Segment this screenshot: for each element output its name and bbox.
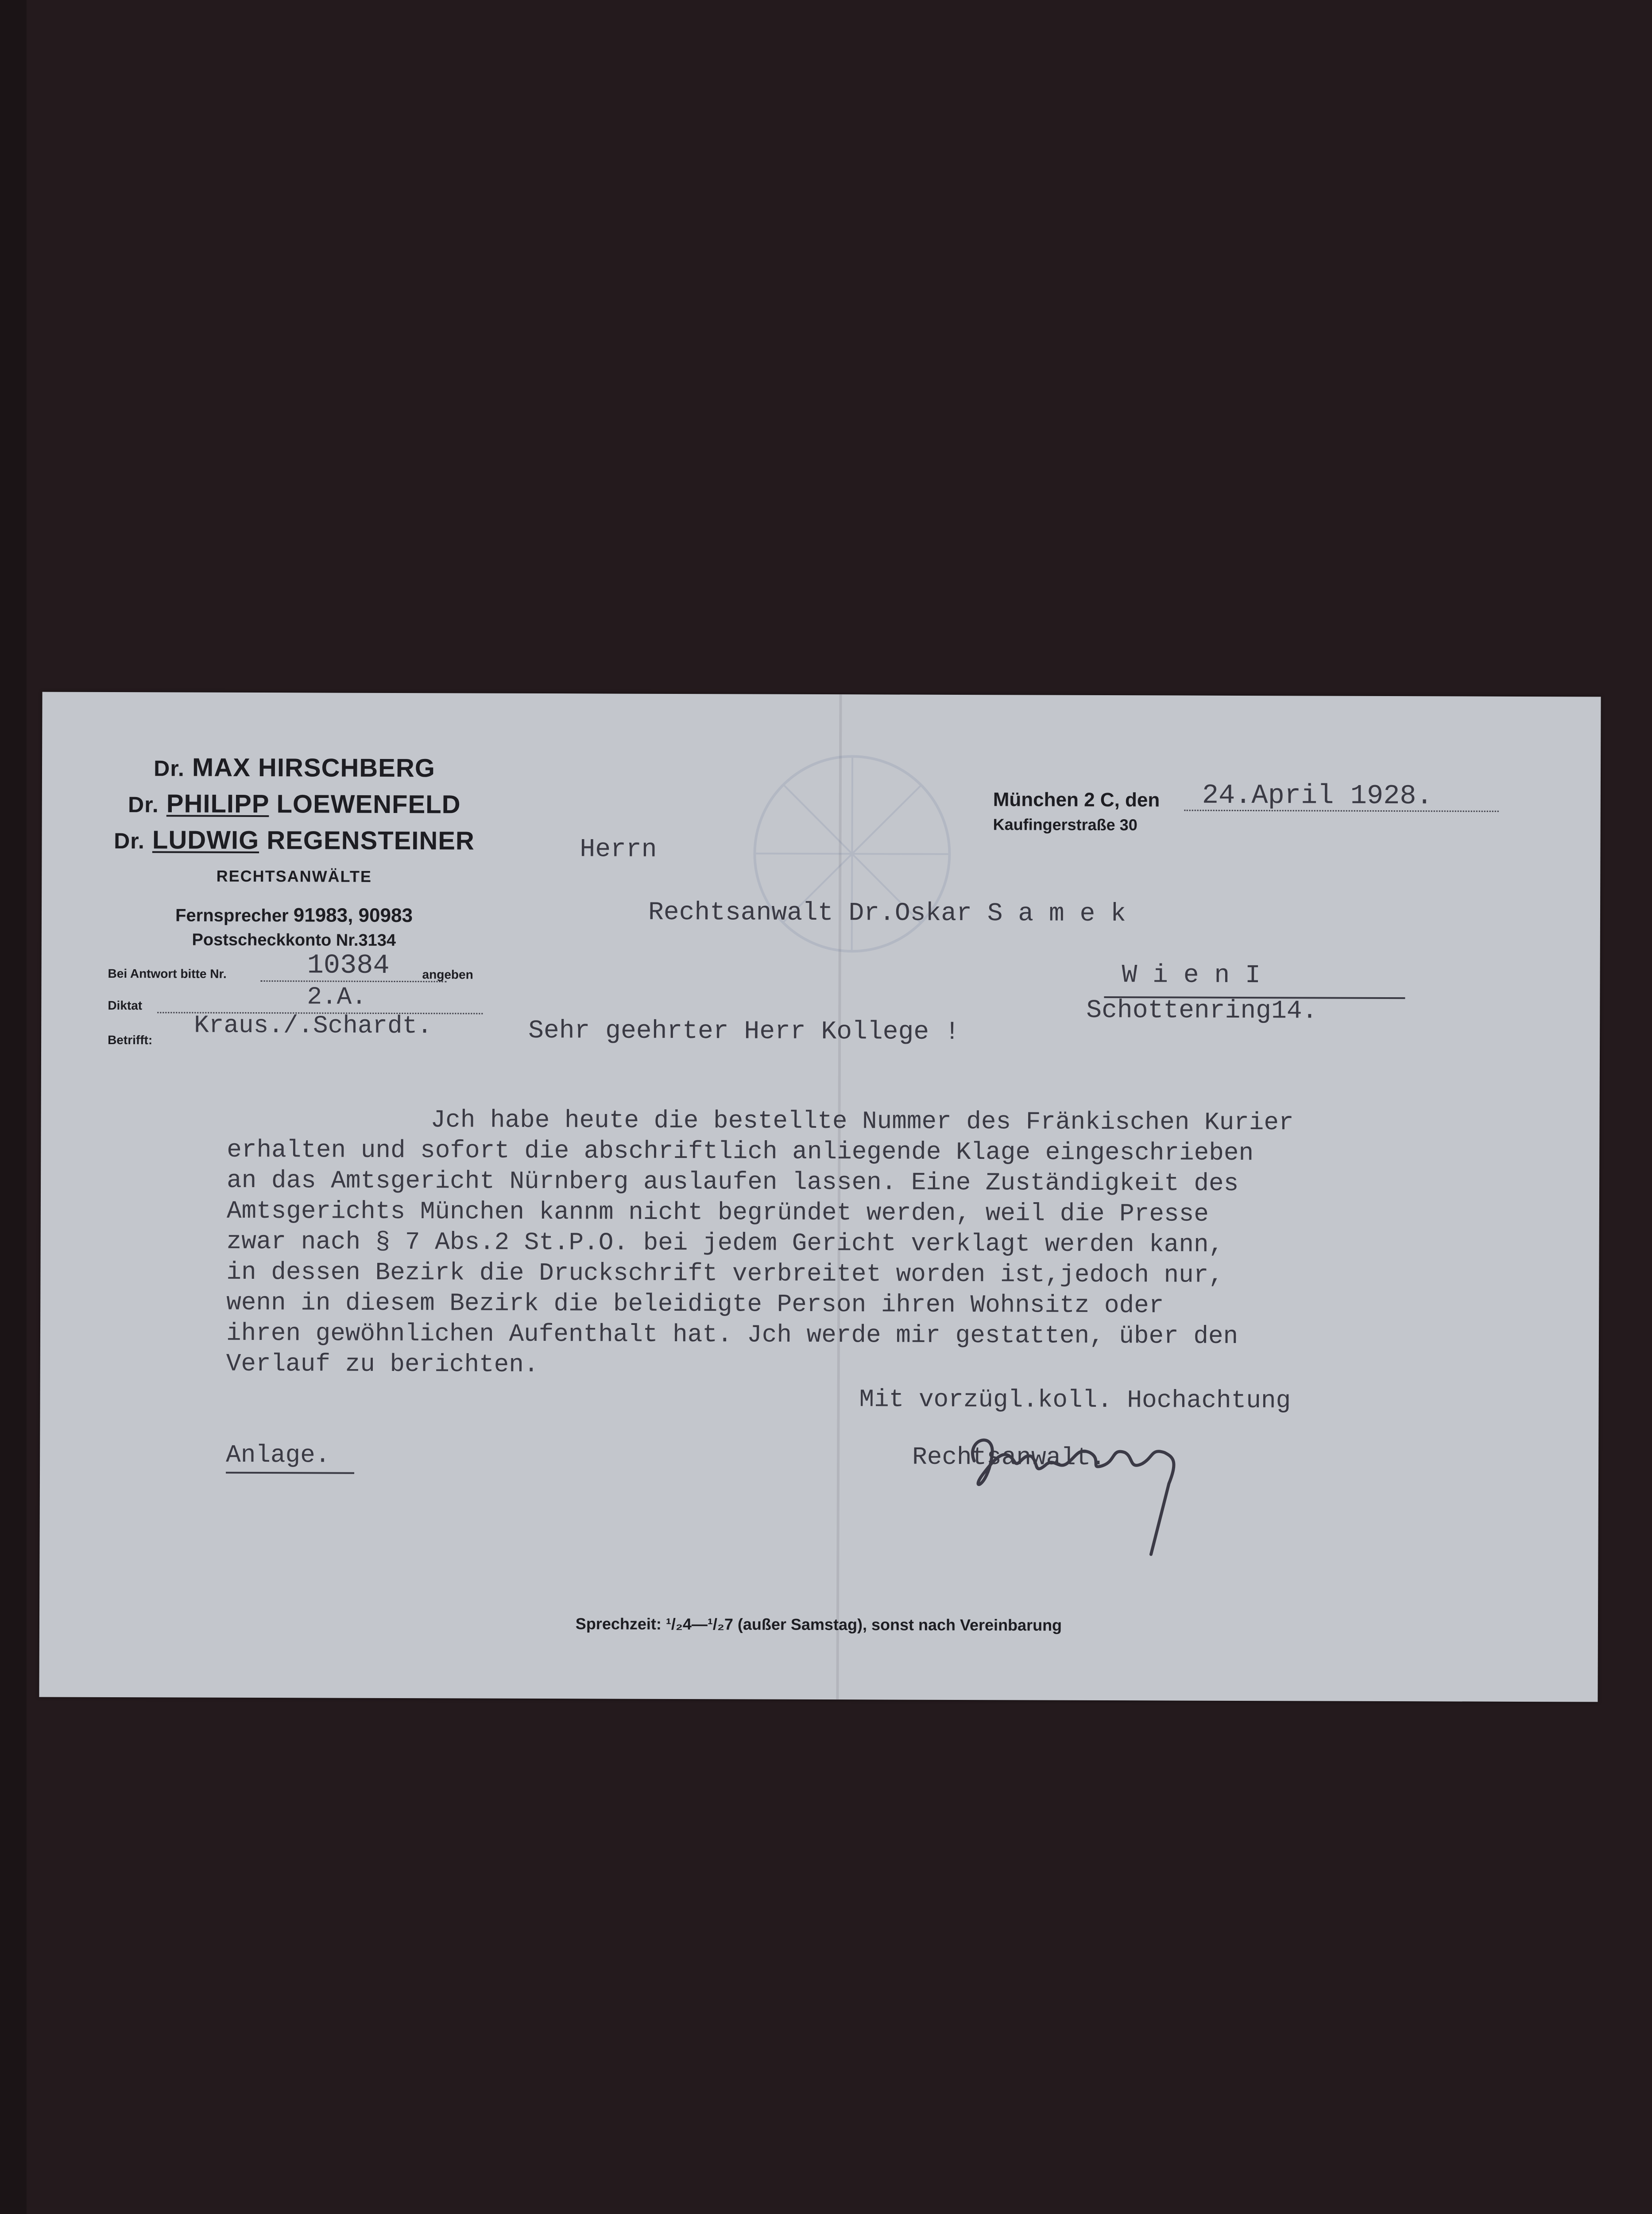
left-edge (0, 0, 27, 2214)
body-line-5: zwar nach § 7 Abs.2 St.P.O. bei jedem Gericht verklagt werden kann, (226, 1227, 1224, 1259)
recipient-street: Schottenring14. (1086, 996, 1318, 1026)
closing: Mit vorzügl.koll. Hochachtung (859, 1385, 1291, 1415)
place-label: München 2 C, den (993, 789, 1160, 811)
body-line-2: erhalten und sofort die abschriftlich anliegende Klage eingeschrieben (227, 1135, 1254, 1168)
letter-date: 24.April 1928. (1202, 779, 1433, 812)
faint-stamp-mark (696, 720, 1007, 987)
answer-label: Bei Antwort bitte Nr. (108, 966, 227, 981)
handwritten-signature (956, 1421, 1222, 1564)
answer-number: 10384 (307, 949, 390, 981)
partner-3: Dr. LUDWIG REGENSTEINER (114, 825, 475, 855)
body-line-4: Amtsgerichts München kannm nicht begründet werden, weil die Presse (226, 1196, 1209, 1228)
dictation-label: Diktat (108, 998, 143, 1013)
enclosure-underline (226, 1472, 354, 1474)
body-line-3: an das Amtsgericht Nürnberg auslaufen lassen. Eine Zuständigkeit des (227, 1166, 1239, 1198)
body-line-6: in dessen Bezirk die Druckschrift verbreitet worden ist,jedoch nur, (226, 1258, 1224, 1289)
greeting: Sehr geehrter Herr Kollege ! (528, 1016, 960, 1047)
subject-value: Kraus./.Schardt. (194, 1011, 432, 1041)
enclosure-label: Anlage. (226, 1440, 330, 1470)
recipient-name: Rechtsanwalt Dr.Oskar S a m e k (648, 898, 1126, 929)
partner-2: Dr. PHILIPP LOEWENFELD (128, 789, 461, 819)
answer-suffix: angeben (422, 968, 473, 982)
body-line-7: wenn in diesem Bezirk die beleidigte Person ihren Wohnsitz oder (226, 1288, 1164, 1320)
street-label: Kaufingerstraße 30 (993, 815, 1137, 834)
letter-sheet (39, 692, 1601, 1702)
signer-title: Rechtsanwalt. (912, 1443, 1106, 1472)
recipient-city: W i e n I (1122, 961, 1261, 991)
letterhead (42, 749, 547, 951)
profession-label: RECHTSANWÄLTE (216, 867, 372, 886)
body-line-8: ihren gewöhnlichen Aufenthalt hat. Jch werde mir gestatten, über den (226, 1319, 1238, 1351)
phone-line: Fernsprecher 91983, 90983 (175, 904, 413, 927)
body-line-1: Jch habe heute die bestellte Nummer des Fränkischen Kurier (430, 1106, 1294, 1137)
subject-label: Betrifft: (108, 1033, 153, 1047)
office-hours: Sprechzeit: ¹/₂4—¹/₂7 (außer Samstag), sonst nach Vereinbarung (575, 1614, 1062, 1634)
postcheck-line: Postscheckkonto Nr.3134 (192, 930, 396, 950)
dictation-value: 2.A. (307, 983, 367, 1011)
recipient-salutation: Herrn (580, 835, 657, 864)
partner-1: Dr. MAX HIRSCHBERG (154, 753, 436, 783)
body-line-9: Verlauf zu berichten. (226, 1349, 539, 1379)
